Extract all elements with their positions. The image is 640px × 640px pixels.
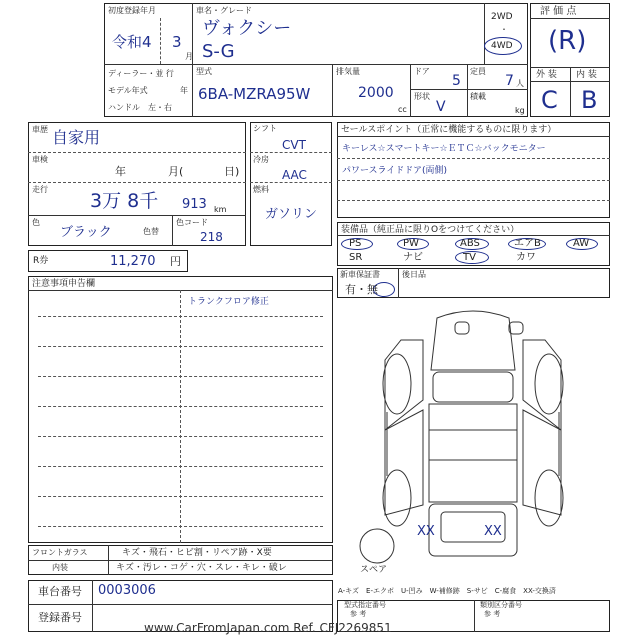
drive-2wd: 2WD <box>491 12 513 22</box>
mileage: 3万 8千 <box>90 190 159 212</box>
import-label: 後日品 <box>402 270 426 279</box>
equip-airbag: エアB <box>514 238 541 249</box>
inspection-year-unit: 年 <box>115 165 126 178</box>
ref-label-2: 参 考 <box>484 610 501 618</box>
mark-left: XX <box>417 524 435 539</box>
equip-tv: TV <box>463 252 476 263</box>
inspection-label: 車検 <box>32 155 48 164</box>
sales-title: セールスポイント（正常に機能するものに限ります） <box>341 125 557 135</box>
mark-right: XX <box>484 524 502 539</box>
front-glass-value: キズ・飛石・ヒビ割・リペア跡・X要 <box>122 548 272 558</box>
color-code: 218 <box>200 230 223 244</box>
usage-label: 車歴 <box>32 125 48 134</box>
shift-label: シフト <box>253 124 277 133</box>
ac: AAC <box>282 168 307 182</box>
color-label: 色 <box>32 218 40 227</box>
shape-label: 形状 <box>414 92 430 101</box>
equip-ps: PS <box>349 238 362 249</box>
exterior-grade: C <box>541 86 558 114</box>
era: 令和4 <box>112 33 152 51</box>
color: ブラック <box>60 225 112 240</box>
equip-abs: ABS <box>460 238 480 249</box>
recycle-amount: 11,270 <box>110 254 156 269</box>
mileage-label: 走行 <box>32 185 48 194</box>
type-number-label: 型式指定番号 <box>344 601 386 609</box>
reg-month: 3 <box>172 33 182 51</box>
cc-unit: cc <box>398 105 407 114</box>
fuel-label: 燃料 <box>253 185 269 194</box>
front-glass-label: フロントガラス <box>32 548 88 557</box>
spare-label: スペア <box>360 565 388 575</box>
recycle-label: R券 <box>33 256 49 266</box>
inspection-day-unit: 日) <box>224 165 240 178</box>
equip-aw: AW <box>573 238 590 249</box>
chassis-number: 0003006 <box>98 583 156 598</box>
chassis-label: 車台番号 <box>38 585 82 598</box>
shift: CVT <box>282 138 306 152</box>
interior-note-value: キズ・汚レ・コゲ・穴・スレ・キレ・破レ <box>116 563 287 573</box>
capacity-unit: 人 <box>516 79 524 88</box>
registration-label: 登録番号 <box>38 611 82 624</box>
drive-4wd: 4WD <box>491 41 513 51</box>
capacity: 7 <box>505 73 514 89</box>
rating-value: (R) <box>548 26 587 56</box>
model-type-label: 型式 <box>196 67 212 76</box>
color-code-label: 色コード <box>176 218 208 227</box>
sales-line-2: パワースライドドア(両側) <box>342 166 448 176</box>
equip-leather: カワ <box>516 252 536 263</box>
year-unit: 年 <box>180 86 188 95</box>
header-section <box>104 3 528 117</box>
capacity-label: 定員 <box>470 67 486 76</box>
shape: V <box>436 99 446 115</box>
rating-label: 評 価 点 <box>540 6 577 17</box>
warranty-label: 新車保証書 <box>340 270 380 279</box>
notes-title: 注意事項申告欄 <box>32 279 96 289</box>
watermark: www.CarFromJapan.com Ref. CFJ2269851 <box>144 621 392 635</box>
kg-unit: kg <box>515 106 525 115</box>
equip-sr: SR <box>349 252 363 263</box>
color-change-label: 色替 <box>143 227 159 236</box>
equipment-title: 装備品（純正品に限りOをつけてください） <box>341 225 520 235</box>
month-unit: 月 <box>185 52 193 61</box>
displacement: 2000 <box>358 85 394 101</box>
recycle-section <box>28 250 188 272</box>
km-unit: km <box>214 205 227 214</box>
door-label: ドア <box>414 67 430 76</box>
first-reg-label: 初度登録年月 <box>108 6 156 15</box>
class-number-label: 類別区分番号 <box>480 601 522 609</box>
load-label: 積載 <box>470 92 486 101</box>
grade: S-G <box>202 41 235 62</box>
drive-dot: ・ <box>500 25 508 34</box>
sales-line-1: キーレス☆スマートキー☆ＥＴＣ☆バックモニター <box>342 144 546 154</box>
exterior-label: 外 装 <box>536 70 557 80</box>
mileage-sub: 913 <box>182 197 207 212</box>
interior-grade: B <box>581 86 598 114</box>
interior-note-label: 内装 <box>52 563 68 572</box>
interior-label: 内 装 <box>576 70 597 80</box>
car-damage-diagram <box>337 300 610 580</box>
displacement-label: 排気量 <box>336 67 360 76</box>
warranty-value: 有・無 <box>345 283 378 296</box>
usage: 自家用 <box>52 128 101 147</box>
car-name-label: 車名・グレード <box>196 6 252 15</box>
dealer-label: ディーラー・並 行 <box>108 69 174 78</box>
yen-unit: 円 <box>170 255 181 268</box>
ac-label: 冷房 <box>253 155 269 164</box>
inspection-month-unit: 月( <box>168 165 184 178</box>
damage-legend: A-キズ E-エクボ U-凹み W-補修跡 S-サビ C-腐食 XX-交換済 <box>338 587 556 595</box>
ref-label-1: 参 考 <box>350 610 367 618</box>
notes-entry: トランクフロア修正 <box>188 297 269 307</box>
doors: 5 <box>452 73 461 89</box>
model-type: 6BA-MZRA95W <box>198 85 311 103</box>
equip-pw: PW <box>403 238 419 249</box>
equip-navi: ナビ <box>403 252 423 263</box>
model-year-label: モデル年式 <box>108 86 148 95</box>
car-name: ヴォクシー <box>202 18 292 39</box>
fuel: ガソリン <box>265 207 318 222</box>
handle-label: ハンドル 左・右 <box>108 103 172 112</box>
